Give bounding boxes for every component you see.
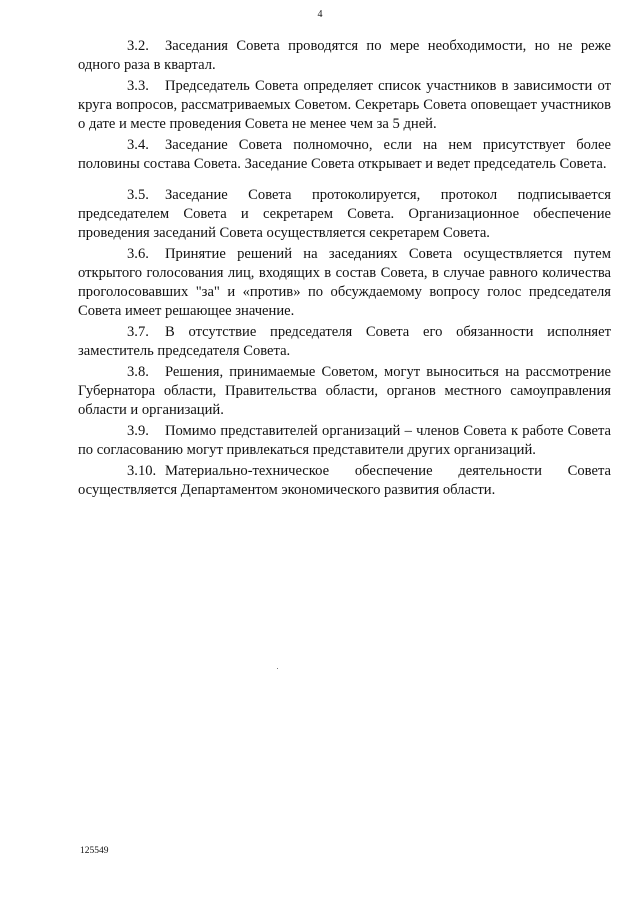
clause-number: 3.10. (127, 463, 157, 479)
clause-text: Заседание Совета полномочно, если на нем присутствует более половины состава Совета. Заседание Совета открывает и ведет председатель Совета. (78, 137, 611, 172)
clause-number: 3.6. (127, 246, 149, 262)
clause-text: Заседание Совета протоколируется, протокол подписывается председателем Совета и секретарем Совета. Организационное обеспечение проведения заседаний Совета осуществляется секретарем Совета. (78, 187, 611, 241)
clause-number: 3.7. (127, 324, 149, 340)
clause-3-3 (78, 77, 611, 134)
clause-text: Принятие решений на заседаниях Совета осуществляется путем открытого голосования лиц, входящих в состав Совета, в случае равного количества проголосовавших "за" и «против» по обсуждаемому вопросу голос председателя Совета имеет решающее значение. (78, 246, 611, 319)
clause-text: Помимо представителей организаций – членов Совета к работе Совета по согласованию могут привлекаться представители других организаций. (78, 423, 611, 458)
clause-number: 3.3. (127, 78, 149, 94)
clause-3-2 (78, 37, 611, 75)
clause-3-5 (78, 186, 611, 243)
clause-number: 3.8. (127, 364, 149, 380)
clause-3-9 (78, 422, 611, 460)
clause-text: Председатель Совета определяет список участников в зависимости от круга вопросов, рассматриваемых Советом. Секретарь Совета оповещает участников о дате и месте проведения Совета не менее чем за 5 дней. (78, 78, 611, 132)
document-body (78, 37, 611, 500)
clause-text: Решения, принимаемые Советом, могут выноситься на рассмотрение Губернатора области, Правительства области, органов местного самоуправления области и организаций. (78, 364, 611, 418)
clause-text: В отсутствие председателя Совета его обязанности исполняет заместитель председателя Совета. (78, 324, 611, 359)
clause-3-10 (78, 462, 611, 500)
clause-3-4 (78, 136, 611, 174)
clause-text: Заседания Совета проводятся по мере необходимости, но не реже одного раза в квартал. (78, 38, 611, 73)
document-code: 125549 (80, 846, 109, 856)
clause-number: 3.9. (127, 423, 149, 439)
clause-3-8 (78, 363, 611, 420)
page-number: 4 (317, 9, 323, 20)
scan-speck (277, 668, 278, 669)
clause-text: Материально-техническое обеспечение деятельности Совета осуществляется Департаментом экономического развития области. (78, 463, 611, 498)
clause-number: 3.2. (127, 38, 149, 54)
clause-number: 3.5. (127, 187, 149, 203)
clause-3-6 (78, 245, 611, 321)
clause-number: 3.4. (127, 137, 149, 153)
clause-3-7 (78, 323, 611, 361)
